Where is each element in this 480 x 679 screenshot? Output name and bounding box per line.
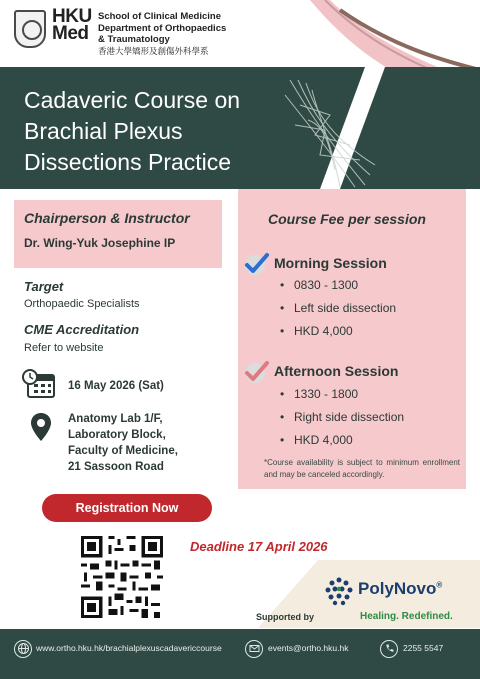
checkmark-icon — [242, 251, 270, 277]
afternoon-session-title: Afternoon Session — [274, 363, 399, 379]
website-link[interactable]: www.ortho.hku.hk/brachialplexuscadavericcourse — [36, 643, 222, 653]
course-fee-box — [238, 189, 466, 489]
course-title-line3: Dissections Practice — [24, 149, 232, 175]
polynovo-name: PolyNovo — [358, 579, 437, 598]
venue-line: Faculty of Medicine, — [68, 445, 178, 457]
school-name: School of Clinical Medicine — [98, 11, 221, 22]
checkmark-icon — [242, 359, 270, 385]
polynovo-wordmark — [358, 579, 442, 599]
registration-qr-code[interactable] — [78, 533, 166, 621]
chairperson-heading: Chairperson & Instructor — [24, 210, 190, 226]
list-item: • Left side dissection — [280, 300, 396, 323]
course-date: 16 May 2026 (Sat) — [68, 380, 164, 392]
venue-address — [68, 411, 178, 475]
department-name-line2: & Traumatology — [98, 34, 170, 45]
chairperson-name: Dr. Wing-Yuk Josephine IP — [24, 236, 176, 250]
brachial-plexus-illustration — [270, 75, 380, 190]
calendar-icon — [22, 369, 56, 399]
email-icon — [245, 640, 263, 658]
venue-line: Anatomy Lab 1/F, — [68, 413, 163, 425]
phone-number[interactable]: 2255 5547 — [403, 643, 444, 653]
department-name — [98, 11, 226, 57]
course-title — [24, 85, 240, 178]
list-item: • 1330 - 1800 — [280, 386, 404, 409]
polynovo-tagline: Healing. Redefined. — [360, 611, 453, 622]
cme-heading: CME Accreditation — [24, 322, 140, 337]
registration-button[interactable]: Registration Now — [42, 494, 212, 522]
morning-session-details — [280, 277, 396, 346]
morning-session-title: Morning Session — [274, 255, 387, 271]
location-pin-icon — [30, 412, 52, 442]
list-item: • Right side dissection — [280, 409, 404, 432]
enrollment-note: *Course availability is subject to minimum enrollment and may be canceled accordingly. — [264, 458, 460, 479]
registration-deadline: Deadline 17 April 2026 — [190, 539, 328, 554]
supported-by-label: Supported by — [256, 612, 314, 622]
polynovo-logo-icon — [324, 576, 354, 606]
hku-crest-logo — [14, 10, 46, 48]
cme-value: Refer to website — [24, 342, 104, 354]
phone-icon — [380, 640, 398, 658]
course-title-line1: Cadaveric Course on — [24, 87, 241, 113]
globe-icon — [14, 640, 32, 658]
email-link[interactable]: events@ortho.hku.hk — [268, 643, 349, 653]
hku-wordmark-line1: HKU — [52, 6, 92, 27]
target-value: Orthopaedic Specialists — [24, 298, 140, 310]
target-heading: Target — [24, 279, 64, 294]
course-fee-heading: Course Fee per session — [268, 211, 426, 227]
registered-mark: ® — [436, 580, 443, 590]
list-item: • 0830 - 1300 — [280, 277, 396, 300]
department-name-line1: Department of Orthopaedics — [98, 22, 227, 34]
contact-footer — [0, 629, 480, 679]
list-item: • HKD 4,000 — [280, 323, 396, 346]
venue-line: 21 Sassoon Road — [68, 461, 164, 473]
list-item: • HKD 4,000 — [280, 432, 404, 455]
hku-wordmark-line2: Med — [52, 23, 89, 44]
chairperson-box — [14, 200, 222, 268]
venue-line: Laboratory Block, — [68, 429, 166, 441]
afternoon-session-details — [280, 386, 404, 455]
hku-med-wordmark — [52, 8, 92, 42]
course-title-line2: Brachial Plexus — [24, 118, 183, 144]
department-chinese-name: 香港大學矯形及創傷外科學系 — [98, 45, 209, 56]
